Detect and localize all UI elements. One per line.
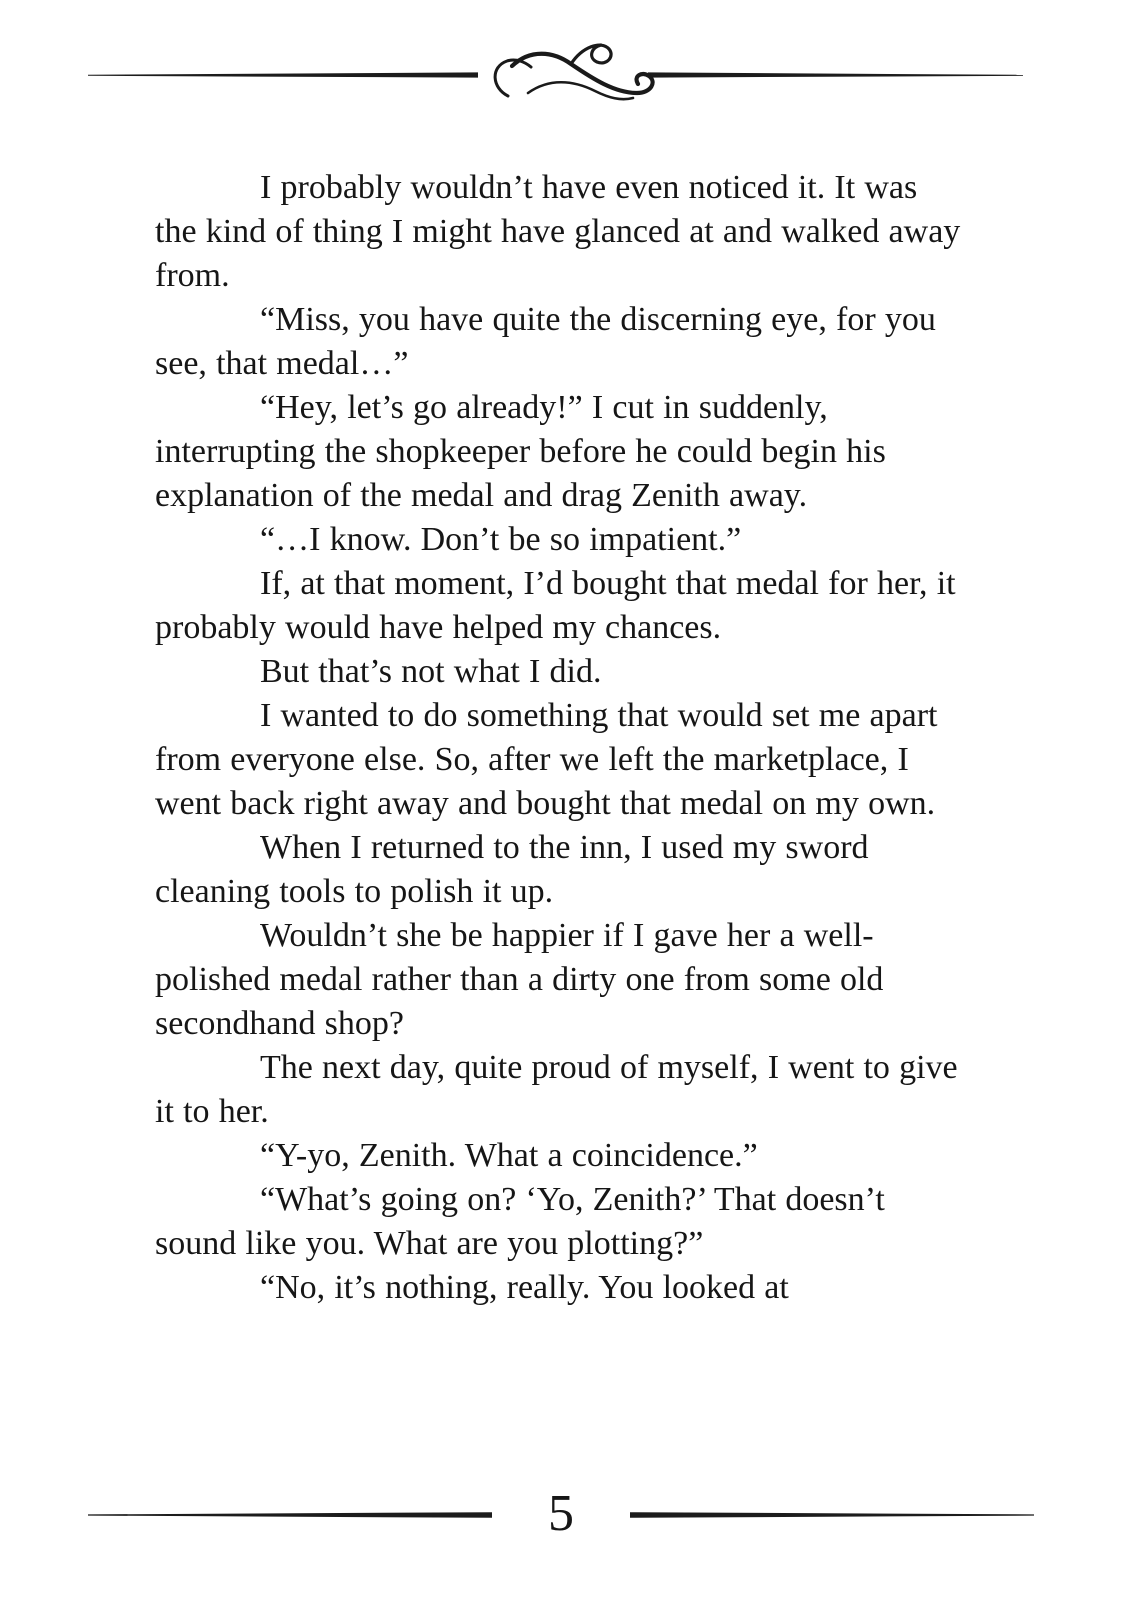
flourish-ornament-icon xyxy=(495,45,652,99)
paragraph: “Hey, let’s go already!” I cut in suddenly, interrupting the shopkeeper before he could begin his explanation of the medal and drag Zenith away. xyxy=(155,389,886,514)
paragraph: “What’s going on? ‘Yo, Zenith?’ That doesn’t sound like you. What are you plotting?” xyxy=(155,1181,885,1262)
paragraph: “Miss, you have quite the discerning eye, for you see, that medal…” xyxy=(155,301,936,382)
paragraph: Wouldn’t she be happier if I gave her a well-polished medal rather than a dirty one from some old secondhand shop? xyxy=(155,917,884,1042)
footer-rule-right xyxy=(630,1512,1034,1518)
page-header xyxy=(0,36,1122,126)
page-number: 5 xyxy=(548,1485,574,1542)
page-footer xyxy=(0,1480,1122,1560)
paragraph: “Y-yo, Zenith. What a coincidence.” xyxy=(260,1137,758,1174)
paragraph: I wanted to do something that would set me apart from everyone else. So, after we left the marketplace, I went back right away and bought that medal on my own. xyxy=(155,697,938,822)
header-divider xyxy=(0,36,1122,126)
paragraph: “…I know. Don’t be so impatient.” xyxy=(260,521,742,558)
paragraph: But that’s not what I did. xyxy=(260,653,602,690)
paragraph: The next day, quite proud of myself, I went to give it to her. xyxy=(155,1049,958,1130)
header-rule-left xyxy=(88,72,478,77)
footer-rule-left xyxy=(88,1512,492,1518)
page-text xyxy=(155,166,967,1310)
header-rule-right xyxy=(648,72,1023,77)
paragraph: I probably wouldn’t have even noticed it. It was the kind of thing I might have glanced at and walked away from. xyxy=(155,169,961,294)
paragraph: If, at that moment, I’d bought that medal for her, it probably would have helped my chances. xyxy=(155,565,956,646)
paragraph-list xyxy=(155,166,967,1310)
paragraph: “No, it’s nothing, really. You looked at xyxy=(260,1269,789,1306)
paragraph: When I returned to the inn, I used my sword cleaning tools to polish it up. xyxy=(155,829,869,910)
